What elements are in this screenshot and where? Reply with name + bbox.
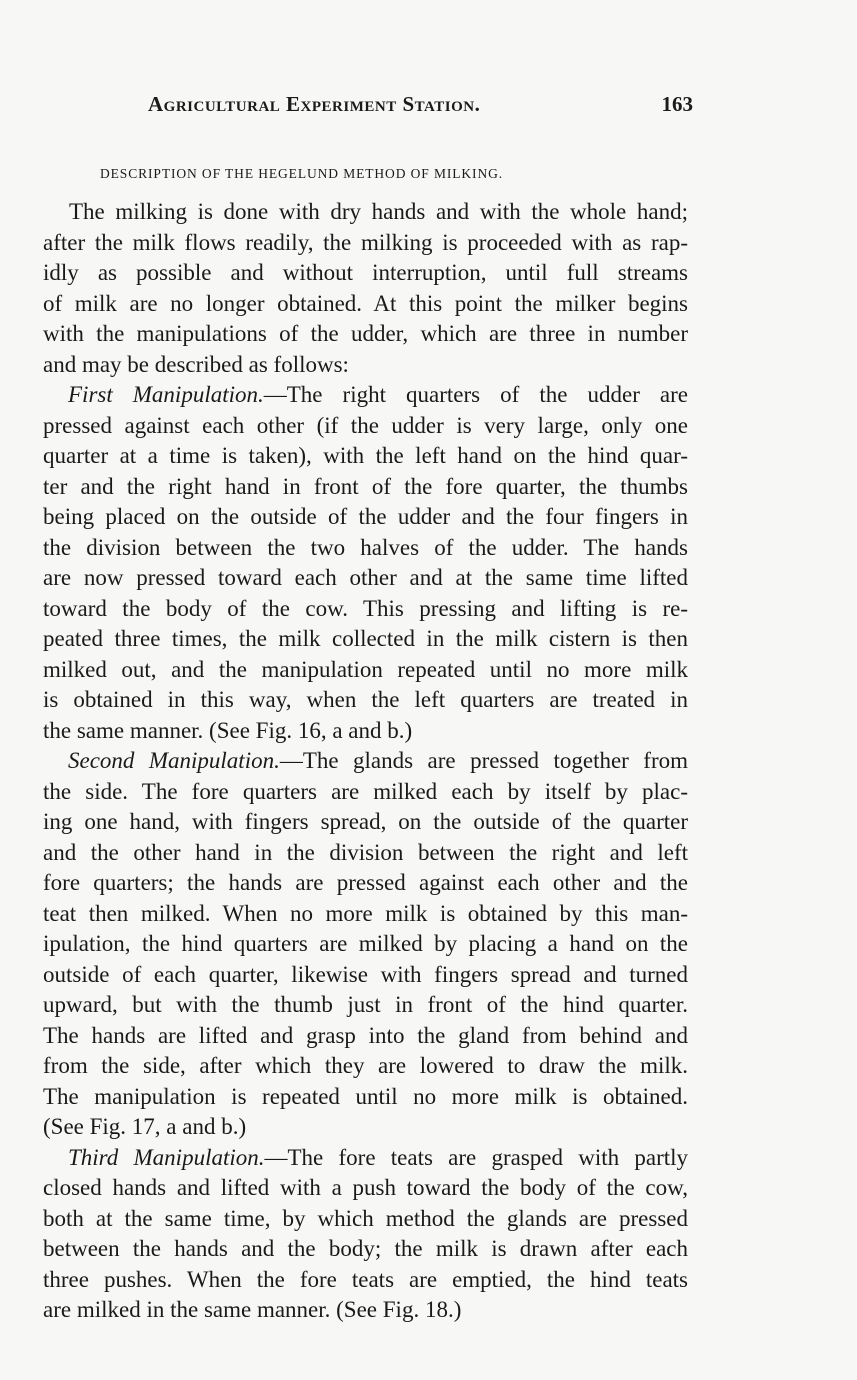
text-line: both at the same time, by which method the glands are pressed xyxy=(43,1205,688,1231)
body-text xyxy=(43,197,688,1326)
second-manipulation-label: Second Manipulation. xyxy=(68,748,280,773)
text-line: teat then milked. When no more milk is obtained by this man- xyxy=(43,900,688,926)
text-line: The hands are lifted and grasp into the gland from behind and xyxy=(43,1022,688,1048)
text-line: idly as possible and without interruption, until full streams xyxy=(43,260,688,285)
text-line: with the manipulations of the udder, which are three in number xyxy=(43,321,688,346)
running-title: Agricultural Experiment Station. xyxy=(148,92,481,116)
text-line: between the hands and the body; the milk is drawn after each xyxy=(43,1236,688,1261)
text-line: milked out, and the manipulation repeated until no more milk xyxy=(43,656,688,682)
text-line: is obtained in this way, when the left quarters are treated in xyxy=(43,687,688,712)
first-manipulation-label: First Manipulation. xyxy=(68,382,264,407)
text-line: closed hands and lifted with a push toward the body of the cow, xyxy=(43,1175,688,1200)
text-fragment: —The glands are pressed together from xyxy=(279,748,688,773)
text-line: upward, but with the thumb just in front of the hind quarter. xyxy=(43,992,688,1017)
text-line: The manipulation is repeated until no more milk is obtained. xyxy=(43,1083,688,1109)
section-heading: DESCRIPTION OF THE HEGELUND METHOD OF MILKING. xyxy=(100,166,504,181)
text-line: from the side, after which they are lowered to draw the milk. xyxy=(43,1053,688,1078)
text-line: quarter at a time is taken), with the left hand on the hind quar- xyxy=(43,443,688,468)
paragraph-third-start xyxy=(43,1143,688,1174)
text-line: ing one hand, with fingers spread, on the outside of the quarter xyxy=(43,809,688,834)
text-line: (See Fig. 17, a and b.) xyxy=(43,1114,247,1139)
text-line: the division between the two halves of the udder. The hands xyxy=(43,534,688,560)
text-line: ipulation, the hind quarters are milked by placing a hand on the xyxy=(43,931,688,956)
text-fragment: —The right quarters of the udder are xyxy=(263,382,688,407)
paragraph-first-start xyxy=(43,380,688,411)
text-line: of milk are no longer obtained. At this point the milker begins xyxy=(43,290,688,316)
text-line: ter and the right hand in front of the fore quarter, the thumbs xyxy=(43,473,688,499)
page-number: 163 xyxy=(661,92,693,116)
text-line: three pushes. When the fore teats are emptied, the hind teats xyxy=(43,1266,688,1292)
running-head xyxy=(148,92,693,126)
third-manipulation-label: Third Manipulation. xyxy=(68,1144,265,1170)
text-line: toward the body of the cow. This pressing and lifting is re- xyxy=(43,595,688,621)
text-line: after the milk flows readily, the milking is proceeded with as rap- xyxy=(43,229,688,255)
text-fragment: —The fore teats are grasped with partly xyxy=(264,1144,689,1170)
text-line: are now pressed toward each other and at the same time lifted xyxy=(43,565,688,590)
text-line: are milked in the same manner. (See Fig. 18.) xyxy=(43,1297,462,1322)
text-line: peated three times, the milk collected in the milk cistern is then xyxy=(43,626,688,651)
text-line: The milking is done with dry hands and with the whole hand; xyxy=(69,199,688,224)
text-line: fore quarters; the hands are pressed against each other and the xyxy=(43,870,688,895)
text-line: pressed against each other (if the udder is very large, only one xyxy=(43,412,688,438)
text-line: being placed on the outside of the udder and the four fingers in xyxy=(43,504,688,529)
text-line: and may be described as follows: xyxy=(43,351,349,377)
text-line: the same manner. (See Fig. 16, a and b.) xyxy=(43,717,413,743)
paragraph-second-start xyxy=(43,746,688,777)
text-line: the side. The fore quarters are milked each by itself by plac- xyxy=(43,778,688,804)
text-line: and the other hand in the division between the right and left xyxy=(43,839,688,865)
text-line: outside of each quarter, likewise with fingers spread and turned xyxy=(43,961,688,987)
